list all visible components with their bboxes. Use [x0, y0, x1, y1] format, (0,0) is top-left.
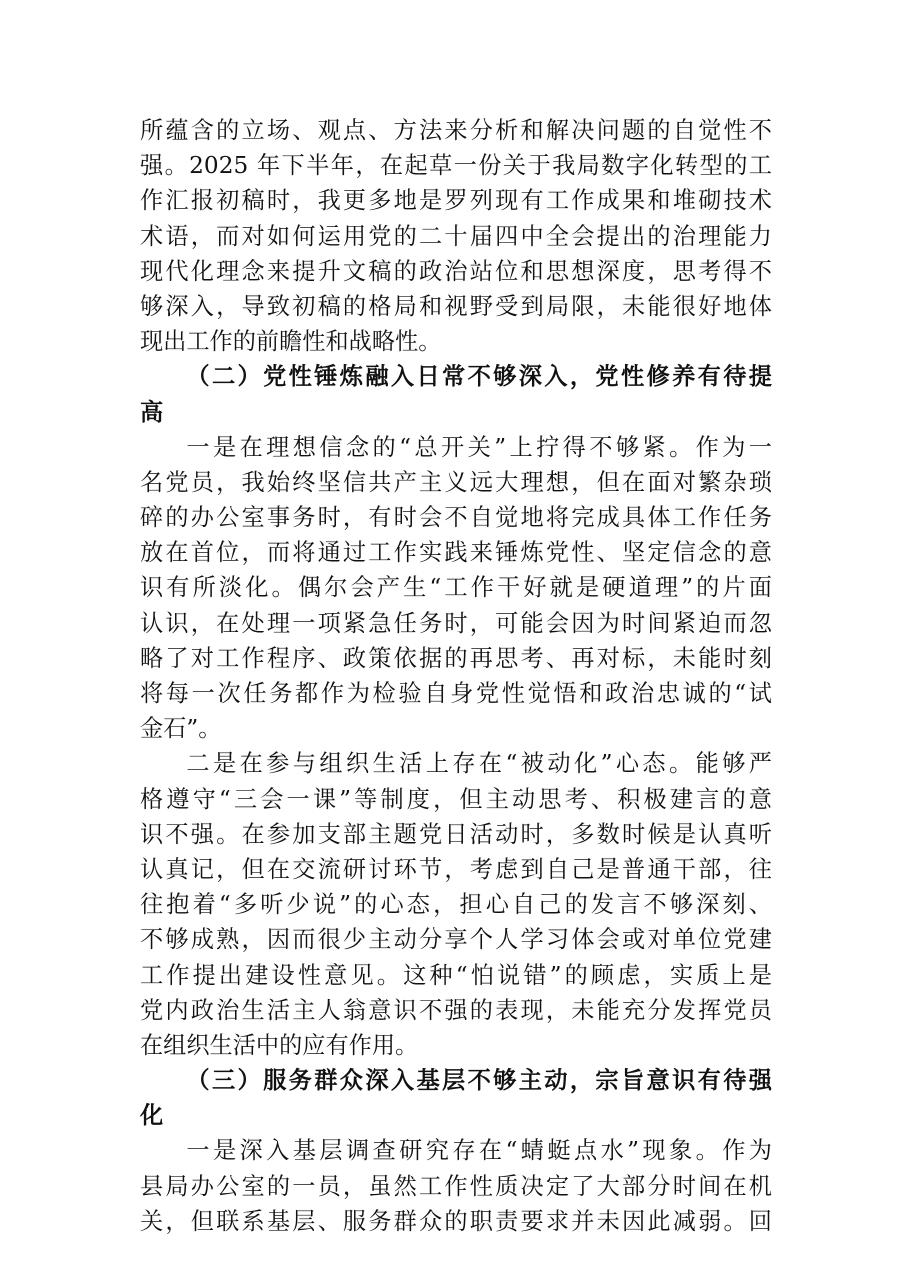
paragraph-line: 在组织生活中的应有作用。	[140, 1031, 419, 1059]
paragraph-line: 强。2025 年下半年，在起草一份关于我局数字化转型的工	[140, 152, 772, 180]
paragraph-line: 识有所淡化。偶尔会产生“工作干好就是硬道理”的片面	[140, 574, 772, 602]
section-heading-line: （三）服务群众深入基层不够主动，宗旨意识有待强	[186, 1067, 772, 1095]
document-body	[140, 113, 772, 1239]
paragraph-line: 不够成熟，因而很少主动分享个人学习体会或对单位党建	[140, 926, 772, 954]
paragraph-line: 格遵守“三会一课”等制度，但主动思考、积极建言的意	[140, 785, 772, 813]
paragraph-line: 关，但联系基层、服务群众的职责要求并未因此减弱。回	[140, 1207, 772, 1235]
section-heading-line: 高	[140, 398, 164, 426]
paragraph-line: 作汇报初稿时，我更多地是罗列现有工作成果和堆砌技术	[140, 187, 772, 215]
paragraph-line: 现代化理念来提升文稿的政治站位和思想深度，思考得不	[140, 257, 772, 285]
paragraph-line: 略了对工作程序、政策依据的再思考、再对标，未能时刻	[140, 644, 772, 672]
paragraph-line: 工作提出建设性意见。这种“怕说错”的顾虑，实质上是	[140, 961, 772, 989]
paragraph-line: 碎的办公室事务时，有时会不自觉地将完成具体工作任务	[140, 504, 772, 532]
paragraph-line: 术语，而对如何运用党的二十届四中全会提出的治理能力	[140, 222, 772, 250]
paragraph-line: 县局办公室的一员，虽然工作性质决定了大部分时间在机	[140, 1172, 772, 1200]
paragraph-line: 够深入，导致初稿的格局和视野受到局限，未能很好地体	[140, 292, 772, 320]
paragraph-line: 放在首位，而将通过工作实践来锤炼党性、坚定信念的意	[140, 539, 772, 567]
paragraph-line: 认识，在处理一项紧急任务时，可能会因为时间紧迫而忽	[140, 609, 772, 637]
paragraph-line: 认真记，但在交流研讨环节，考虑到自己是普通干部，往	[140, 855, 772, 883]
paragraph-line: 一是在理想信念的“总开关”上拧得不够紧。作为一	[186, 433, 772, 461]
paragraph-line: 识不强。在参加支部主题党日活动时，多数时候是认真听	[140, 820, 772, 848]
section-heading-line: 化	[140, 1102, 164, 1130]
paragraph-line: 名党员，我始终坚信共产主义远大理想，但在面对繁杂琐	[140, 468, 772, 496]
paragraph-line: 一是深入基层调查研究存在“蜻蜓点水”现象。作为	[186, 1137, 772, 1165]
paragraph-line: 往抱着“多听少说”的心态，担心自己的发言不够深刻、	[140, 891, 772, 919]
paragraph-line: 将每一次任务都作为检验自身党性觉悟和政治忠诚的“试	[140, 680, 772, 707]
paragraph-line: 金石”。	[140, 715, 222, 743]
paragraph-line: 党内政治生活主人翁意识不强的表现，未能充分发挥党员	[140, 996, 772, 1024]
paragraph-line: 所蕴含的立场、观点、方法来分析和解决问题的自觉性不	[140, 117, 772, 144]
paragraph-line: 二是在参与组织生活上存在“被动化”心态。能够严	[186, 750, 772, 778]
paragraph-line: 现出工作的前瞻性和战略性。	[140, 328, 442, 356]
section-heading-line: （二）党性锤炼融入日常不够深入，党性修养有待提	[186, 363, 772, 391]
